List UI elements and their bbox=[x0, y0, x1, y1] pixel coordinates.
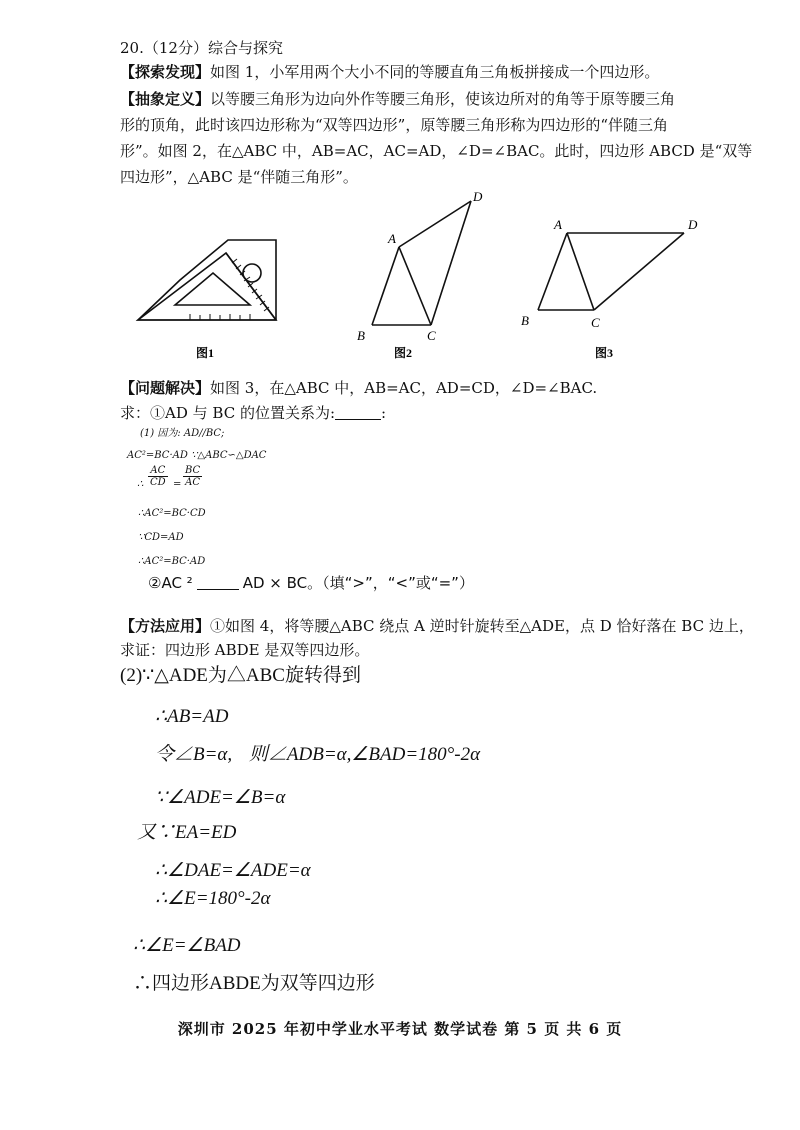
fraction-equals: = bbox=[173, 479, 182, 490]
definition-line-4: 四边形”，△ABC 是“伴随三角形”。 bbox=[120, 168, 358, 186]
figure-2 bbox=[372, 201, 471, 325]
problem-text: 如图 3，在△ABC 中，AB=AC，AD=CD，∠D=∠BAC. bbox=[210, 379, 598, 397]
solution-line-1: (1) 因为: AD//BC; bbox=[140, 428, 225, 439]
figure-1-caption: 图1 bbox=[196, 346, 215, 360]
proof-line-5: 又∵EA=ED bbox=[137, 822, 237, 843]
proof-line-8: ∴∠E=∠BAD bbox=[133, 935, 241, 956]
part-2-suffix: AD × BC。（填“>”，“<”或“=”） bbox=[242, 574, 474, 592]
solution-line-4: ∴AC²=BC·CD bbox=[138, 508, 206, 519]
segment-ac bbox=[399, 247, 431, 325]
question-number: 20.（12分）综合与探究 bbox=[120, 39, 283, 57]
fraction-bc-ac bbox=[183, 465, 202, 488]
fig3-label-d: D bbox=[688, 217, 698, 232]
fig3-label-b: B bbox=[521, 313, 529, 328]
method-text-2: 求证：四边形 ABDE 是双等四边形。 bbox=[120, 641, 370, 659]
figures-row bbox=[0, 185, 800, 365]
proof-line-3-a: 令∠B=α, bbox=[155, 744, 233, 765]
figure-3 bbox=[538, 233, 684, 310]
proof-line-4: ∵∠ADE=∠B=α bbox=[155, 787, 286, 808]
segment-ab bbox=[538, 233, 567, 310]
problem-tag: 【问题解决】 bbox=[120, 379, 211, 397]
method-text: ①如图 4，将等腰△ABC 绕点 A 逆时针旋转至△ADE，点 D 恰好落在 BC 边上， bbox=[210, 617, 754, 635]
page-footer: 深圳市 2025 年初中学业水平考试 数学试卷 第 5 页 共 6 页 bbox=[177, 1020, 623, 1038]
solution-line-2: AC²=BC·AD ∵△ABC∽△DAC bbox=[127, 450, 267, 461]
problem-paragraph bbox=[120, 378, 597, 398]
outer-set-square-main bbox=[138, 253, 276, 320]
problem-ask-text: 求：①AD 与 BC 的位置关系为: bbox=[120, 404, 335, 422]
fraction-right-denominator: AC bbox=[185, 477, 201, 488]
fraction-right-numerator: BC bbox=[185, 465, 201, 476]
discovery-paragraph bbox=[120, 62, 659, 82]
segment-cd bbox=[594, 233, 684, 310]
segment-ab bbox=[372, 247, 399, 325]
definition-line-3: 形”。如图 2，在△ABC 中，AB=AC，AC=AD，∠D=∠BAC。此时，四边形 ABCD 是“双等 bbox=[120, 142, 753, 160]
problem-ask bbox=[120, 403, 386, 423]
answer-blank-2[interactable] bbox=[197, 575, 239, 590]
definition-paragraph bbox=[120, 89, 675, 109]
fig2-label-d: D bbox=[473, 189, 483, 204]
proof-line-2: ∴AB=AD bbox=[155, 706, 229, 727]
method-paragraph bbox=[120, 616, 754, 636]
segment-cd bbox=[431, 201, 471, 325]
fig2-label-a: A bbox=[388, 231, 396, 246]
part-2-question bbox=[148, 573, 474, 593]
method-tag: 【方法应用】 bbox=[120, 617, 211, 635]
ruler-edge bbox=[226, 253, 276, 320]
proof-line-3-b: 则∠ADB=α,∠BAD=180°-2α bbox=[248, 744, 481, 765]
segment-ac bbox=[567, 233, 594, 310]
definition-line-1: 以等腰三角形为边向外作等腰三角形，使该边所对的角等于原等腰三角 bbox=[210, 90, 676, 108]
figure-3-caption: 图3 bbox=[595, 346, 614, 360]
inner-set-square bbox=[175, 273, 250, 305]
ruler-ticks bbox=[190, 259, 269, 320]
problem-ask-end: : bbox=[381, 404, 387, 422]
figure-1 bbox=[138, 240, 276, 320]
fraction-left-denominator: CD bbox=[150, 477, 166, 488]
outer-set-square bbox=[138, 240, 276, 320]
definition-line-2: 形的顶角，此时该四边形称为“双等四边形”，原等腰三角形称为四边形的“伴随三角 bbox=[120, 116, 669, 134]
answer-blank-1[interactable] bbox=[335, 405, 381, 420]
proof-line-7: ∴∠E=180°-2α bbox=[155, 888, 271, 909]
proof-line-6: ∴∠DAE=∠ADE=α bbox=[155, 860, 311, 881]
fig2-label-c: C bbox=[427, 328, 436, 343]
fig3-label-c: C bbox=[591, 315, 600, 330]
figure-2-caption: 图2 bbox=[394, 346, 413, 360]
part-2-prefix: ②AC ² bbox=[148, 574, 193, 592]
segment-ad bbox=[399, 201, 471, 247]
proof-line-3 bbox=[155, 743, 480, 767]
fraction-left-numerator: AC bbox=[148, 465, 168, 477]
discovery-tag: 【探索发现】 bbox=[120, 63, 211, 81]
definition-tag: 【抽象定义】 bbox=[120, 90, 211, 108]
proof-line-9: ∴四边形ABDE为双等四边形 bbox=[133, 973, 375, 994]
fig3-label-a: A bbox=[554, 217, 562, 232]
fraction-ac-cd bbox=[148, 465, 168, 488]
solution-line-6: ∴AC²=BC·AD bbox=[138, 556, 206, 567]
discovery-text: 如图 1，小军用两个大小不同的等腰直角三角板拼接成一个四边形。 bbox=[210, 63, 660, 81]
solution-line-3-prefix: ∴ bbox=[137, 479, 144, 490]
fig2-label-b: B bbox=[357, 328, 365, 343]
solution-line-5: ∵CD=AD bbox=[138, 532, 184, 543]
proof-line-1: (2)∵△ADE为△ABC旋转得到 bbox=[120, 665, 361, 686]
